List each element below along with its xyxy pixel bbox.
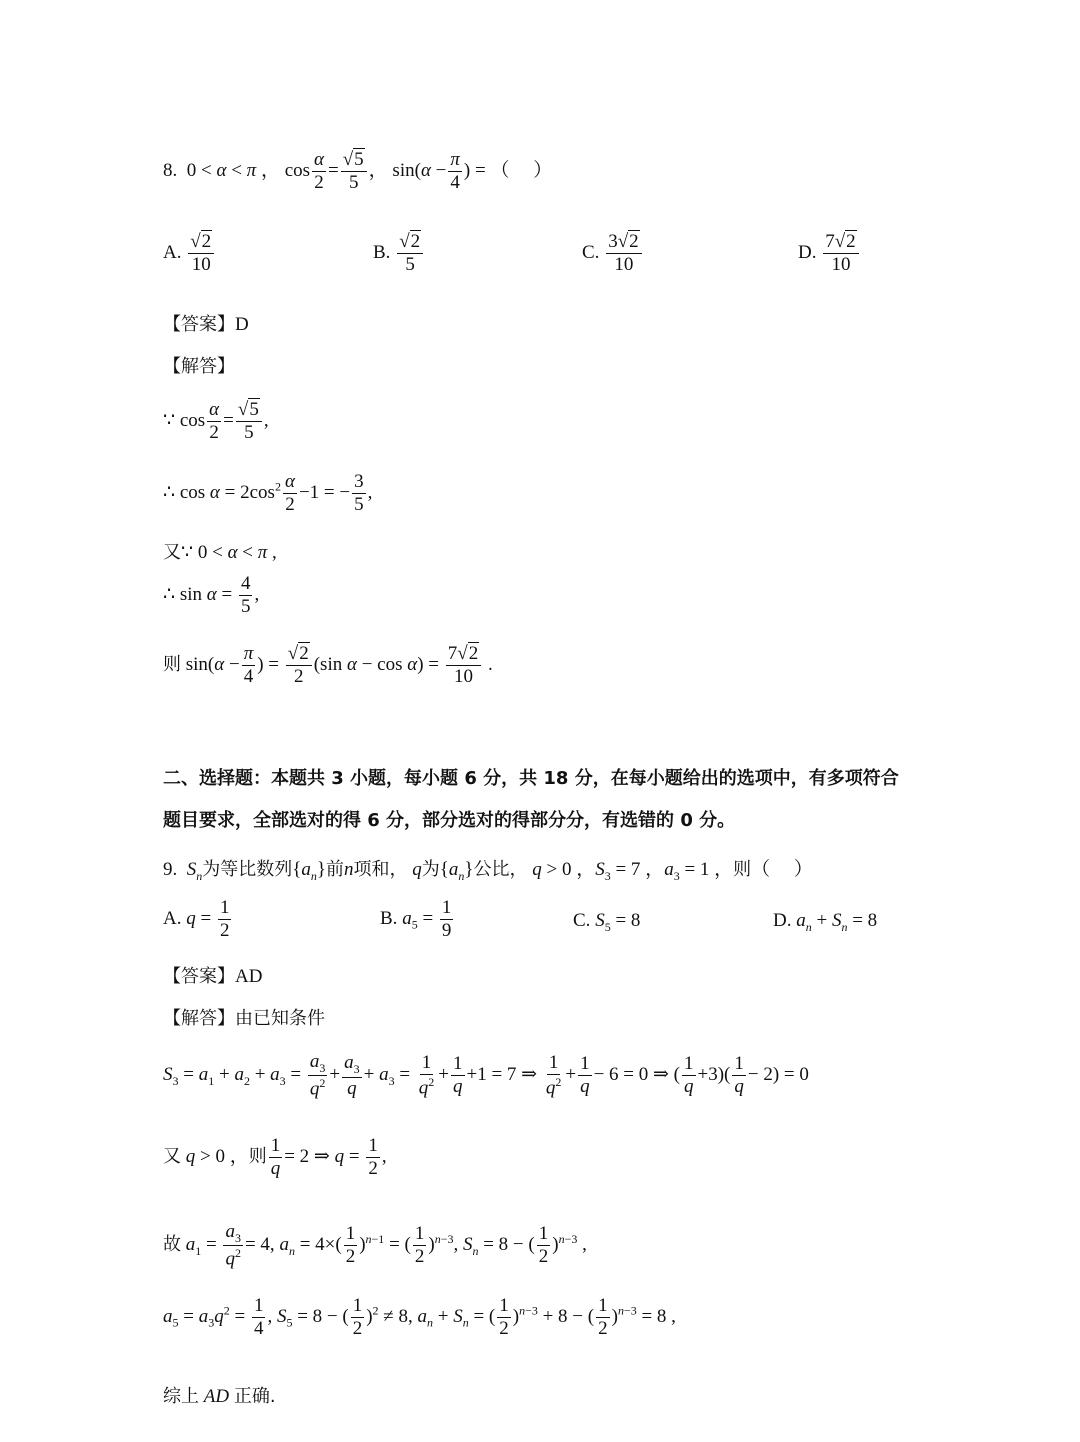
q9-step-4: $a_5 = a_3q^2$ = $\frac{1}{4}$ , $S_5 = 8$ − ( $\frac{1}{2}$ )$^2$ ≠ 8, $a_n + S_n$ = ( $\frac{1}{2}$ )$^{n-3}$ + 8 − ( $\frac{1}{2}$ )$^{n-3}$ = 8 , [163,1295,676,1339]
q8-option-a: A. $\frac{√2}{10}$ [163,232,216,275]
q8-option-d: D. $\frac{7√2}{10}$ [798,232,861,275]
section-2-heading-line-2: 题目要求，全部选对的得 6 分，部分选对的得部分分，有选错的 0 分。 [163,810,736,831]
q9-step-1: $S_3 = a_1 + a_2 + a_3$ = $\frac{a_3}{q^2}$ + $\frac{a_3}{q}$ + $a_3$ = $\frac{1}{q^2}$ + $\frac{1}{q}$ +1 = 7 ⇒ $\frac{1}{q^2}$ + $\frac{1}{q}$ − 6 = 0 ⇒ ( $\frac{1}{q}$ +3)( $\frac{1}{q}$ − 2) = 0 [163,1051,809,1100]
q9-solution-label: 【解答】由已知条件 [163,1008,325,1029]
q9-option-b: B. $a_5$ = $\frac{1}{9}$ [380,897,452,941]
q9-conclusion: 综上 AD 正确. [163,1386,276,1407]
q8-option-b: B. $\frac{√2}{5}$ [373,232,425,275]
q9-option-d: D. $a_n + S_n = 8$ [773,910,878,934]
q8-step-1: ∵ cos $\frac{\alpha}{2}$ = $\frac{√5}{5}$ , [163,399,269,443]
q8-solution-label: 【解答】 [163,356,235,377]
q9-answer: 【答案】AD [163,966,263,987]
q9-stem: 9. $S_n$为等比数列$\{a_n\}$前n项和， q为$\{a_n\}$公比， q > 0 ，$S_3 = 7$ ，$a_3 = 1$ ，则（ ） [163,859,813,883]
q9-option-a: A. q = $\frac{1}{2}$ [163,897,230,941]
q8-answer: 【答案】D [163,314,249,335]
q8-step-4: ∴ sin α = $\frac{4}{5}$ , [163,573,260,617]
q9-step-2: 又 q > 0 ，则 $\frac{1}{q}$ = 2 ⇒ q = $\frac{1}{2}$ , [163,1135,387,1179]
section-2-heading-line-1: 二、选择题：本题共 3 小题，每小题 6 分，共 18 分，在每小题给出的选项中，有多项符合 [163,768,899,789]
q8-option-c: C. $\frac{3√2}{10}$ [582,232,644,275]
q9-step-3: 故 $a_1$ = $\frac{a_3}{q^2}$ = 4, $a_n = 4\times$( $\frac{1}{2}$ )$^{n-1}$ = ( $\frac{1}{2}$ )$^{n-3}$, $S_n = 8$ − ( $\frac{1}{2}$ )$^{n-3}$ , [163,1221,587,1270]
q8-step-2: ∴ $\cos \alpha = 2\cos^2$ $\frac{\alpha}{2}$ −1 = − $\frac{3}{5}$ , [163,471,373,515]
q8-step-5: 则 sin(α − $\frac{\pi}{4}$ ) = $\frac{√2}{2}$ (sin α − cos α) = $\frac{7√2}{10}$ . [163,643,493,687]
q8-step-3: 又∵ 0 < α < π , [163,542,277,563]
q8-stem: 8. 0 < α < π ， cos $\frac{\alpha}{2}$ = $\frac{√5}{5}$ ， sin(α − $\frac{\pi}{4}$ ) = （ ） [163,149,553,193]
q9-option-c: C. $S_5 = 8$ [573,910,641,934]
